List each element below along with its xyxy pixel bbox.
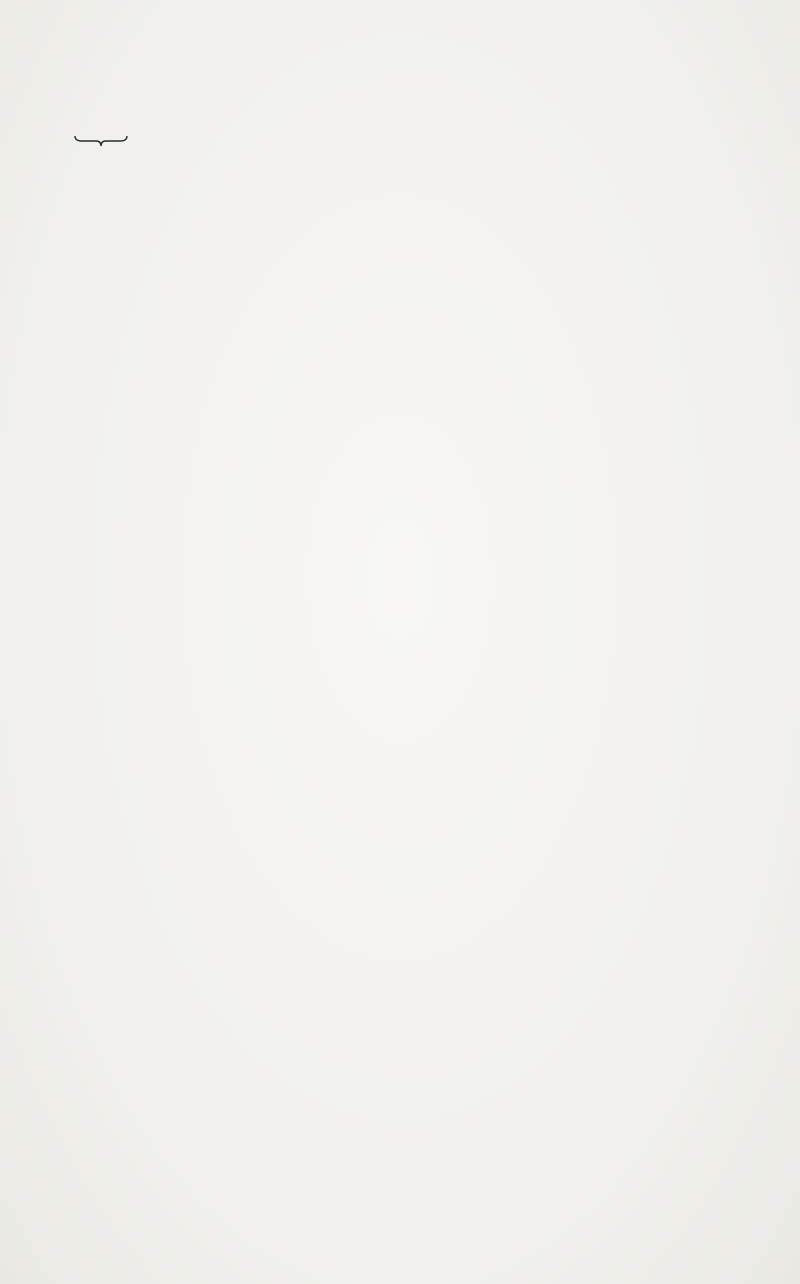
brace-icon [74, 134, 128, 148]
running-header [133, 64, 757, 94]
